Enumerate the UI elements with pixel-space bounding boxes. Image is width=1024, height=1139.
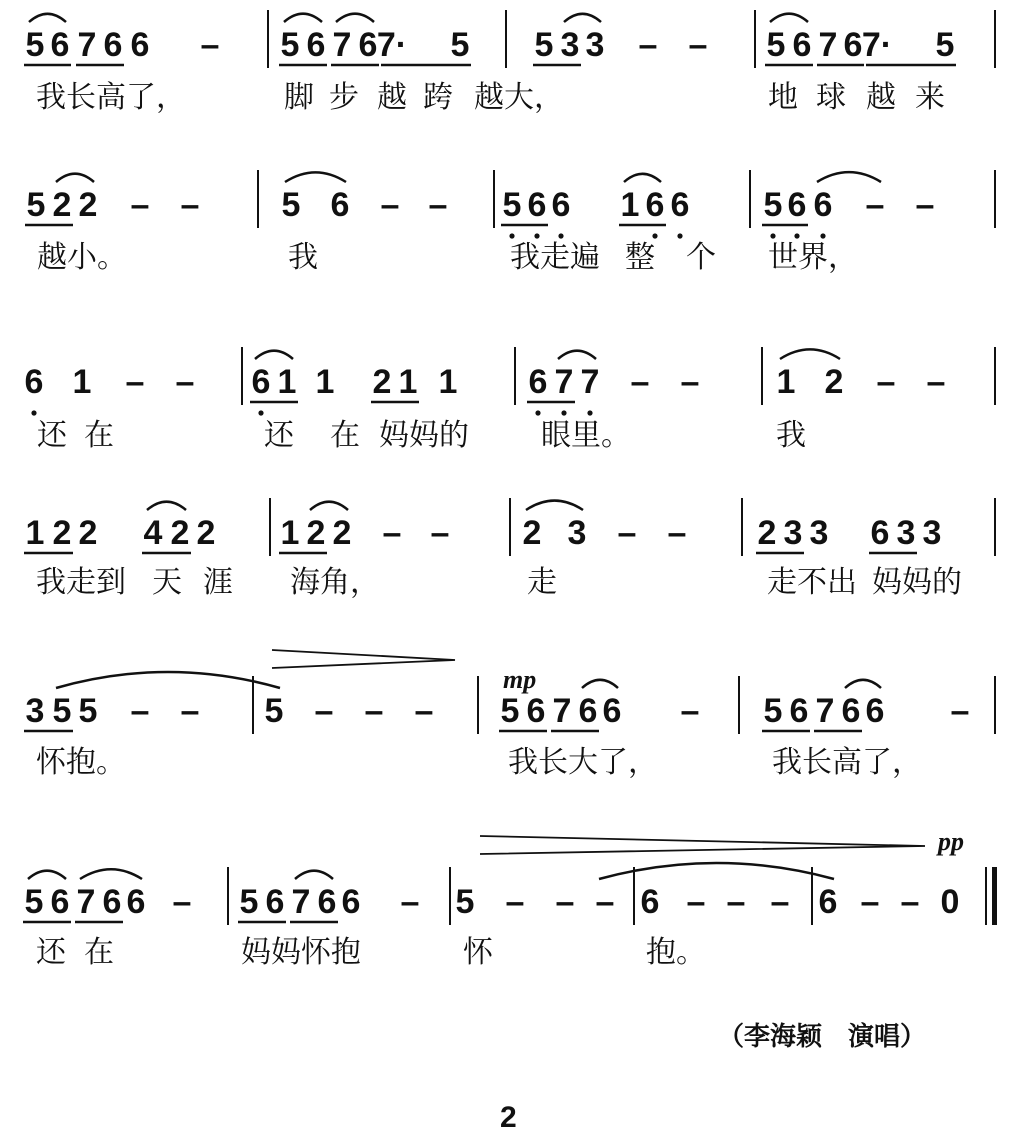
- score-note: –: [926, 363, 946, 401]
- page-number: 2: [500, 1101, 517, 1134]
- lyric-text: 走不出: [767, 565, 857, 600]
- score-note: 5: [534, 26, 554, 64]
- score-note: 6: [50, 26, 70, 64]
- slur: [285, 172, 346, 182]
- score-note: 4: [143, 514, 163, 552]
- slur: [29, 14, 66, 22]
- score-note: –: [686, 883, 706, 921]
- score-note: –: [638, 26, 658, 64]
- score-note: 7: [815, 692, 835, 730]
- score-note: 3: [896, 514, 916, 552]
- slur: [780, 349, 840, 359]
- score-note: 3: [585, 26, 605, 64]
- lyric-text: 脚: [284, 80, 314, 115]
- lyric-text: 越: [377, 80, 407, 115]
- lyric-text: 在: [84, 418, 114, 453]
- dynamic-pp: pp: [938, 827, 964, 856]
- score-note: –: [428, 186, 448, 224]
- score-note: 3: [567, 514, 587, 552]
- score-note: –: [380, 186, 400, 224]
- octave-dot: [535, 410, 540, 415]
- octave-dot: [820, 233, 825, 238]
- score-note: 6: [130, 26, 150, 64]
- score-note: 2: [332, 514, 352, 552]
- lyric-text: 在: [84, 935, 114, 970]
- lyric-text: 个: [686, 240, 716, 275]
- lyric-text: 还: [264, 418, 294, 453]
- notation-marks: [23, 10, 997, 925]
- lyric-text: 我长大了，: [508, 745, 658, 780]
- score-note: 2: [372, 363, 392, 401]
- octave-dot: [561, 410, 566, 415]
- lyric-text: 怀: [463, 935, 493, 970]
- lyric-text: 天: [152, 565, 182, 600]
- score-note: 5: [763, 186, 783, 224]
- score-note: –: [630, 363, 650, 401]
- score-note: 6: [317, 883, 337, 921]
- score-note: 1: [277, 363, 297, 401]
- score-note: 1: [280, 514, 300, 552]
- score-note: –: [900, 883, 920, 921]
- score-note: 7·: [376, 26, 408, 64]
- score-note: 5: [935, 26, 955, 64]
- score-note: 7: [554, 363, 574, 401]
- score-note: 6: [126, 883, 146, 921]
- slur: [564, 14, 601, 22]
- octave-dot: [534, 233, 539, 238]
- score-note: 5: [264, 692, 284, 730]
- slur: [284, 14, 322, 22]
- score-note: 7: [76, 883, 96, 921]
- score-note: 6: [265, 883, 285, 921]
- score-note: 7: [291, 883, 311, 921]
- lyric-text: 妈妈的: [379, 418, 469, 453]
- score-note: –: [667, 514, 687, 552]
- lyric-text: 海角，: [290, 565, 380, 600]
- score-note: 6: [551, 186, 571, 224]
- final-barline: [992, 867, 997, 925]
- score-note: 6: [527, 186, 547, 224]
- score-note: –: [130, 186, 150, 224]
- score-note: 6: [865, 692, 885, 730]
- score-note: 6: [841, 692, 861, 730]
- score-note: 3: [560, 26, 580, 64]
- score-note: –: [200, 26, 220, 64]
- dynamic-mp: mp: [503, 665, 537, 694]
- score-note: 5: [281, 186, 301, 224]
- score-note: –: [125, 363, 145, 401]
- lyric-text: 还: [36, 935, 66, 970]
- score-note: 5: [280, 26, 300, 64]
- lyric-text: 我: [288, 240, 318, 275]
- score-note: 5: [78, 692, 98, 730]
- score-note: 6: [251, 363, 271, 401]
- lyric-text: 越小。: [37, 240, 127, 275]
- score-note: 1: [25, 514, 45, 552]
- score-note: 6: [789, 692, 809, 730]
- score-note: 6: [330, 186, 350, 224]
- score-note: 2: [78, 186, 98, 224]
- score-note: 7: [77, 26, 97, 64]
- score-note: –: [172, 883, 192, 921]
- slur: [817, 172, 881, 182]
- score-note: –: [130, 692, 150, 730]
- lyric-text: 还: [37, 418, 67, 453]
- score-note: 6: [843, 26, 863, 64]
- score-note: 3: [809, 514, 829, 552]
- octave-dot: [558, 233, 563, 238]
- score-note: –: [860, 883, 880, 921]
- score-note: 2: [170, 514, 190, 552]
- lyric-text: 来: [915, 80, 945, 115]
- lyric-text: 步: [329, 80, 359, 115]
- score-note: 7: [580, 363, 600, 401]
- score-note: –: [595, 883, 615, 921]
- slur: [336, 14, 374, 22]
- lyric-text: 整: [625, 240, 655, 275]
- lyric-text: 我走遍: [510, 240, 600, 275]
- score-note: –: [430, 514, 450, 552]
- score-note: 3: [922, 514, 942, 552]
- score-note: 6: [578, 692, 598, 730]
- score-note: 2: [196, 514, 216, 552]
- slur: [310, 502, 348, 510]
- score-note: 5: [763, 692, 783, 730]
- score-note: 2: [52, 514, 72, 552]
- score-note: 6: [787, 186, 807, 224]
- score-note: –: [400, 883, 420, 921]
- score-note: 6: [670, 186, 690, 224]
- lyric-text: 抱。: [646, 935, 706, 970]
- score-note: 6: [358, 26, 378, 64]
- slur: [845, 680, 881, 688]
- score-note: 1: [620, 186, 640, 224]
- octave-dot: [258, 410, 263, 415]
- score-note: 2: [306, 514, 326, 552]
- score-note: 5: [455, 883, 475, 921]
- score-note: 0: [940, 883, 960, 921]
- slur: [526, 501, 583, 510]
- slur: [558, 351, 596, 359]
- lyric-text: 我长高了，: [772, 745, 922, 780]
- octave-dot: [31, 410, 36, 415]
- score-note: 5: [500, 692, 520, 730]
- score-note: 7·: [861, 26, 893, 64]
- lyric-text: 跨: [423, 80, 453, 115]
- octave-dot: [652, 233, 657, 238]
- score-note: –: [382, 514, 402, 552]
- lyric-text: 世界，: [768, 240, 858, 275]
- slur: [80, 869, 142, 879]
- score-note: 5: [239, 883, 259, 921]
- score-note: 7: [332, 26, 352, 64]
- score-note: 6: [24, 363, 44, 401]
- score-note: –: [865, 186, 885, 224]
- score-note: 6: [341, 883, 361, 921]
- slur: [624, 174, 661, 182]
- score-note: –: [175, 363, 195, 401]
- score-note: 5: [26, 186, 46, 224]
- octave-dot: [677, 233, 682, 238]
- score-note: 6: [50, 883, 70, 921]
- score-note: 5: [766, 26, 786, 64]
- score-note: 1: [776, 363, 796, 401]
- score-note: –: [180, 692, 200, 730]
- slur: [147, 502, 186, 510]
- score-note: 2: [757, 514, 777, 552]
- slur: [56, 174, 94, 182]
- slur: [56, 672, 280, 688]
- notes-layer: [25, 26, 970, 921]
- octave-dot: [770, 233, 775, 238]
- score-note: –: [414, 692, 434, 730]
- lyric-text: 我长高了，: [36, 80, 186, 115]
- octave-dot: [509, 233, 514, 238]
- score-note: 2: [52, 186, 72, 224]
- score-note: –: [726, 883, 746, 921]
- slur: [255, 351, 293, 359]
- slur: [28, 871, 66, 879]
- lyric-text: 眼里。: [541, 418, 631, 453]
- score-note: –: [950, 692, 970, 730]
- slur: [582, 680, 618, 688]
- decrescendo-hairpin: [272, 650, 455, 668]
- score-note: 2: [78, 514, 98, 552]
- score-note: 1: [438, 363, 458, 401]
- score-note: 5: [24, 883, 44, 921]
- decrescendo-hairpin: [480, 836, 925, 854]
- score-note: 6: [306, 26, 326, 64]
- score-note: –: [314, 692, 334, 730]
- lyric-text: 涯: [203, 565, 233, 600]
- lyric-text: 我: [776, 418, 806, 453]
- score-note: –: [876, 363, 896, 401]
- score-note: –: [680, 692, 700, 730]
- score-note: –: [770, 883, 790, 921]
- score-note: 5: [52, 692, 72, 730]
- score-note: –: [680, 363, 700, 401]
- score-note: 6: [102, 883, 122, 921]
- lyric-text: 走: [527, 565, 557, 600]
- score-note: 3: [783, 514, 803, 552]
- lyric-text: 球: [816, 80, 846, 115]
- score-note: 7: [552, 692, 572, 730]
- score-note: 6: [813, 186, 833, 224]
- score-note: –: [688, 26, 708, 64]
- score-note: 5: [25, 26, 45, 64]
- score-note: 1: [72, 363, 92, 401]
- score-note: 6: [870, 514, 890, 552]
- score-note: 6: [818, 883, 838, 921]
- score-note: 7: [818, 26, 838, 64]
- octave-dot: [587, 410, 592, 415]
- slur: [770, 14, 808, 22]
- score-note: 6: [645, 186, 665, 224]
- score-note: 1: [398, 363, 418, 401]
- score-note: 5: [450, 26, 470, 64]
- lyric-text: 越: [866, 80, 896, 115]
- score-note: 6: [528, 363, 548, 401]
- score-note: 3: [25, 692, 45, 730]
- octave-dot: [794, 233, 799, 238]
- score-note: –: [915, 186, 935, 224]
- score-note: –: [505, 883, 525, 921]
- score-note: 2: [824, 363, 844, 401]
- score-note: –: [364, 692, 384, 730]
- score-note: –: [555, 883, 575, 921]
- slur: [295, 871, 333, 879]
- lyric-text: 越大，: [474, 80, 564, 115]
- lyric-text: 我走到: [36, 565, 126, 600]
- lyric-text: 怀抱。: [36, 745, 126, 780]
- score-note: 2: [522, 514, 542, 552]
- score-note: 5: [502, 186, 522, 224]
- score-note: 1: [315, 363, 335, 401]
- score-note: 6: [602, 692, 622, 730]
- score-note: 6: [640, 883, 660, 921]
- score-note: –: [617, 514, 637, 552]
- lyric-text: 地: [768, 80, 798, 115]
- score-note: –: [180, 186, 200, 224]
- score-note: 6: [103, 26, 123, 64]
- lyric-text: 妈妈怀抱: [241, 935, 361, 970]
- lyric-text: 在: [330, 418, 360, 453]
- score-note: 6: [526, 692, 546, 730]
- performer-credit: （李海颖 演唱）: [718, 1022, 927, 1052]
- score-note: 6: [792, 26, 812, 64]
- lyric-text: 妈妈的: [872, 565, 962, 600]
